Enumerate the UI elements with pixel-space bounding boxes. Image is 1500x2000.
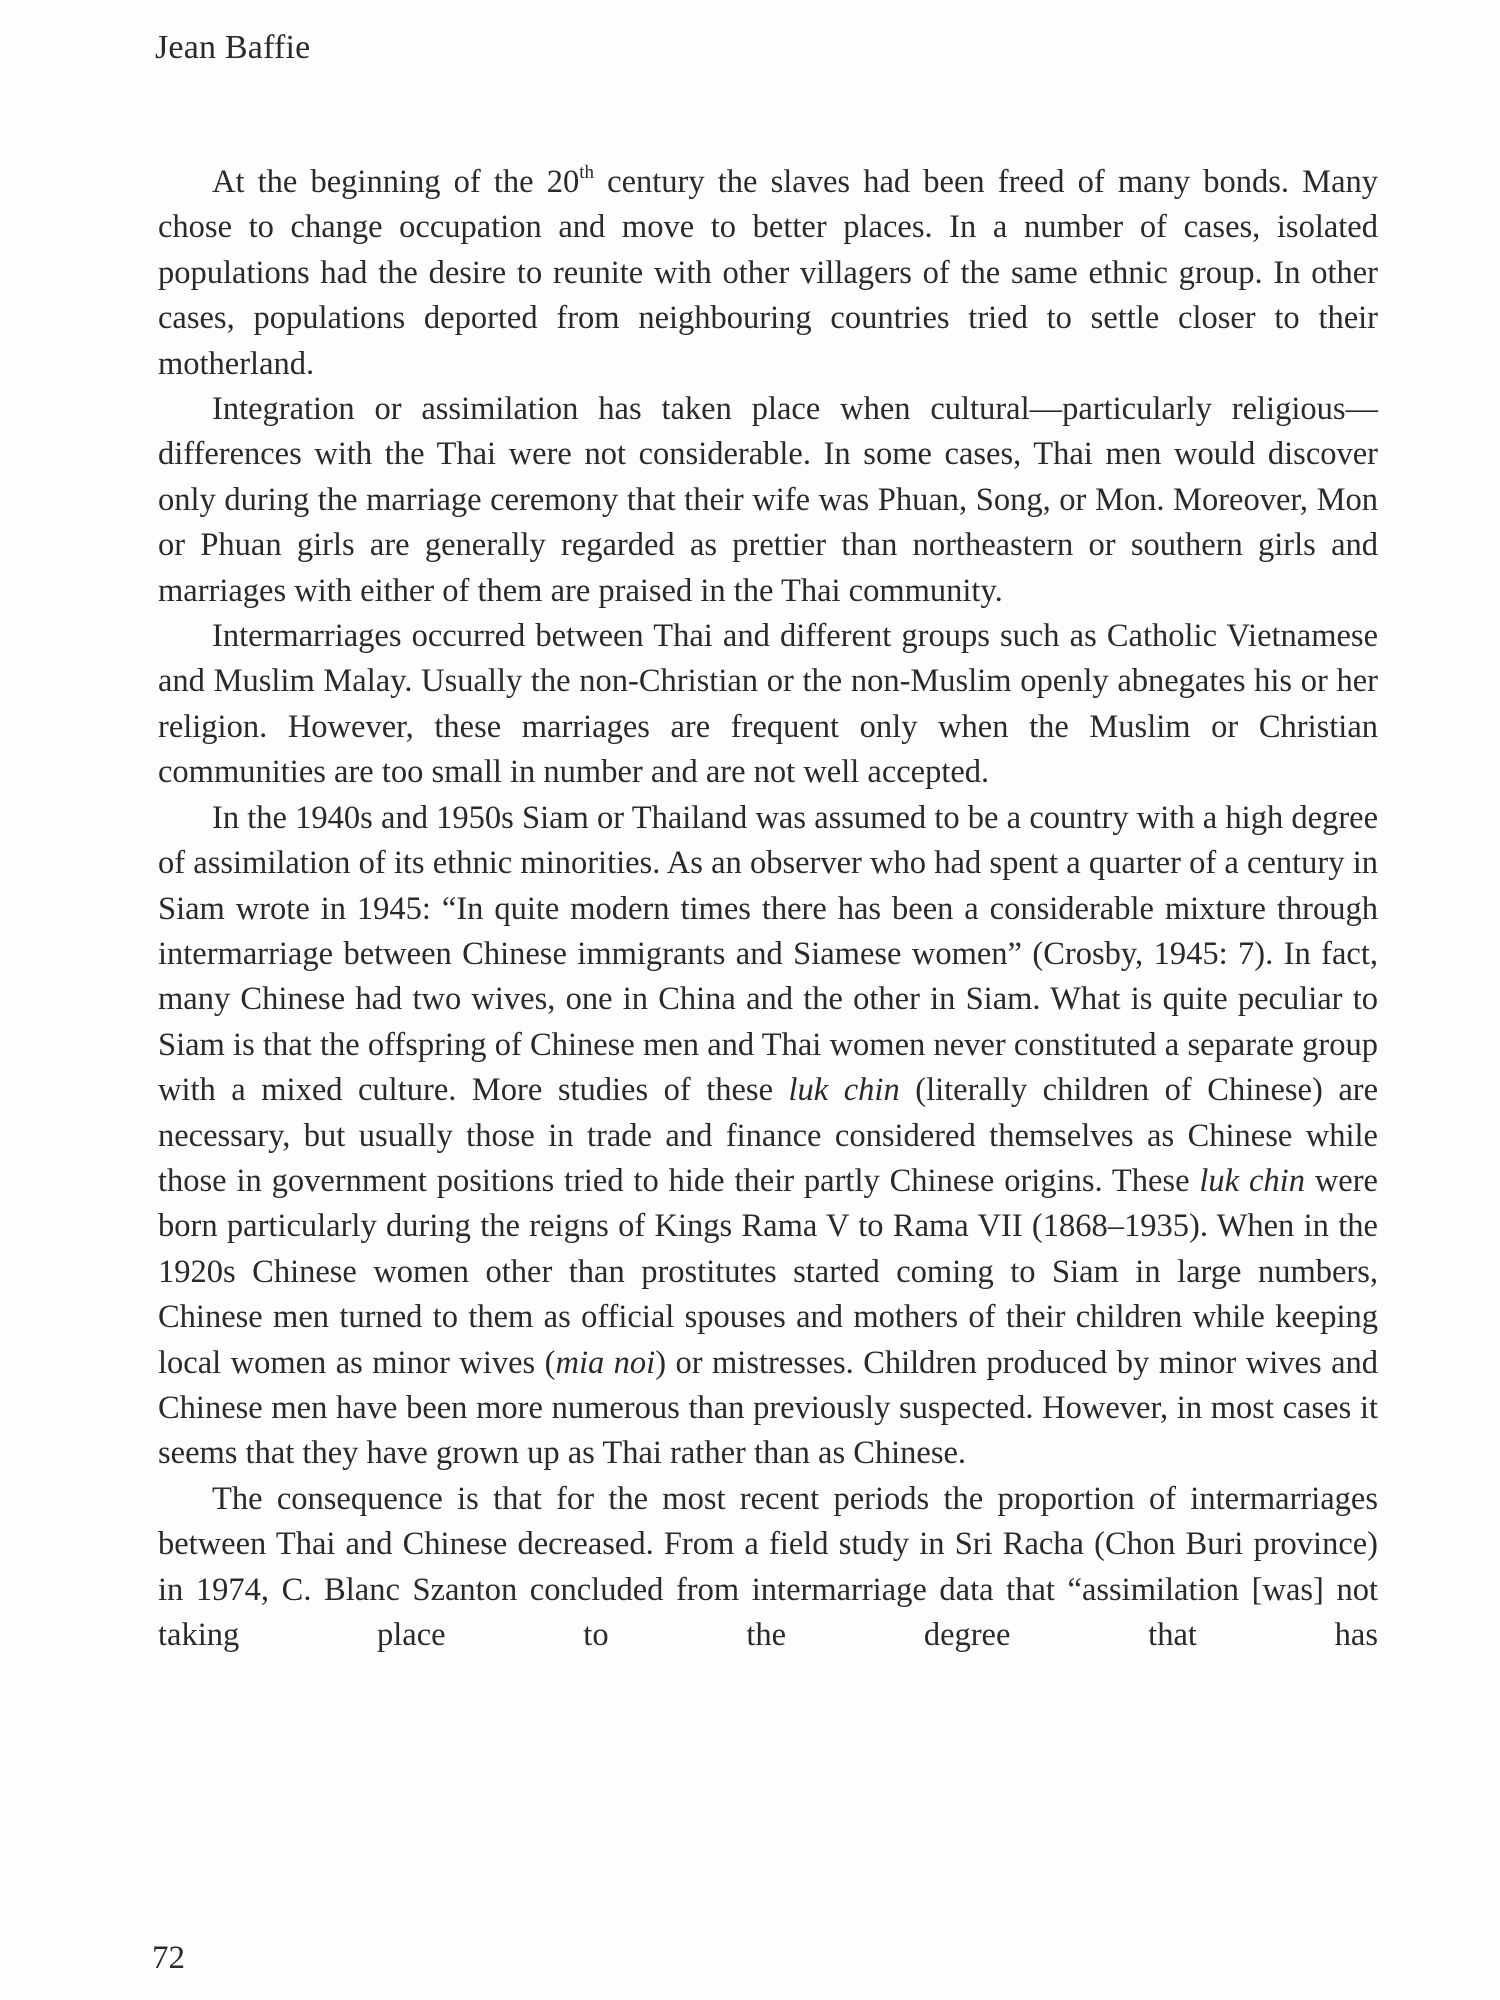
paragraph-4 xyxy=(158,796,1378,1477)
paragraph-4-text-c: were born particularly during the reigns of Kings Rama V to Rama VII (1868–1935). When in the 1920s Chinese women other than prostitutes started coming to Siam in large numbers, Chinese men turned to them as official spouses and mothers of their children while keeping local women as minor wives ( xyxy=(158,1162,1378,1381)
body-text xyxy=(158,160,1378,1658)
running-head-author: Jean Baffie xyxy=(155,29,311,66)
paragraph-4-text-d: ) or mistresses. Children produced by minor wives and Chinese men have been more numerous than previously suspected. However, in most cases it seems that they have grown up as Thai rather than as Chinese. xyxy=(158,1344,1378,1472)
paragraph-2: Integration or assimilation has taken place when cultural—particularly religious—differences with the Thai were not considerable. In some cases, Thai men would discover only during the marriage ceremony that their wife was Phuan, Song, or Mon. Moreover, Mon or Phuan girls are generally regarded as prettier than northeastern or southern girls and marriages with either of them are praised in the Thai community. xyxy=(158,391,1378,609)
paragraph-1 xyxy=(158,160,1378,387)
paragraph-4-text-a: In the 1940s and 1950s Siam or Thailand was assumed to be a country with a high degree of assimilation of its ethnic minorities. As an observer who had spent a quarter of a century in Siam wrote in 1945: “In quite modern times there has been a considerable mixture through intermarriage between Chinese immigrants and Siamese women” (Crosby, 1945: 7). In fact, many Chinese had two wives, one in China and the other in Siam. What is quite peculiar to Siam is that the offspring of Chinese men and Thai women never constituted a separate group with a mixed culture. More studies of these xyxy=(158,799,1378,1109)
italic-term-mia-noi: mia noi xyxy=(555,1344,656,1381)
paragraph-5: The consequence is that for the most recent periods the proportion of intermarriages between Thai and Chinese decreased. From a field study in Sri Racha (Chon Buri province) in 1974, C. Blanc Szanton concluded from intermarriage data that “assimilation [was] not taking place to the degree that has xyxy=(158,1480,1378,1653)
paragraph-1-text-b: century the slaves had been freed of many bonds. Many chose to change occupation and move to better places. In a number of cases, isolated populations had the desire to reunite with other villagers of the same ethnic group. In other cases, populations deported from neighbouring countries tried to settle closer to their motherland. xyxy=(158,164,1379,382)
paragraph-3: Intermarriages occurred between Thai and different groups such as Catholic Vietnamese and Muslim Malay. Usually the non-Christian or the non-Muslim openly abnegates his or her religion. However, these marriages are frequent only when the Muslim or Christian communities are too small in number and are not well accepted. xyxy=(158,618,1378,791)
italic-term-luk-chin-2: luk chin xyxy=(1199,1162,1305,1199)
paragraph-4-text-b: (literally children of Chinese) are necessary, but usually those in trade and finance considered themselves as Chinese while those in government positions tried to hide their partly Chinese origins. These xyxy=(158,1072,1378,1199)
italic-term-luk-chin: luk chin xyxy=(788,1072,900,1109)
ordinal-superscript: th xyxy=(579,162,595,184)
page-number: 72 xyxy=(152,1940,185,1976)
paragraph-1-text-a: At the beginning of the 20 xyxy=(212,164,580,200)
